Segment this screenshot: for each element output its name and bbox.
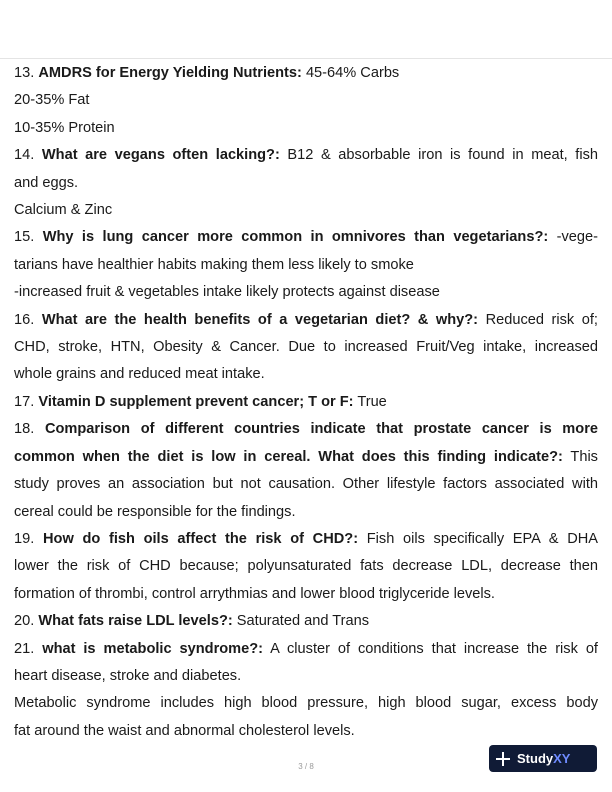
answer-line: and eggs. bbox=[14, 174, 79, 191]
answer-line: CHD, stroke, HTN, Obesity & Cancer. Due to increased Fruit/Veg intake, increased bbox=[14, 339, 598, 356]
list-item-continued: common when the diet is low in cereal. What does this finding indicate?: This bbox=[14, 448, 598, 465]
answer-line: formation of thrombi, control arrythmias and lower blood triglyceride levels. bbox=[14, 585, 495, 602]
studyxy-logo-badge[interactable] bbox=[489, 745, 597, 772]
top-divider bbox=[0, 58, 612, 59]
plus-icon bbox=[495, 751, 511, 767]
question-text: Why is lung cancer more common in omnivores than vegetarians?: bbox=[42, 229, 549, 246]
answer-line: fat around the waist and abnormal cholesterol levels. bbox=[14, 722, 355, 739]
flashcard-list bbox=[14, 60, 598, 745]
question-text: common when the diet is low in cereal. What does this finding indicate?: bbox=[14, 448, 563, 465]
answer-line: study proves an association but not causation. Other lifestyle factors associated with bbox=[14, 476, 598, 493]
list-item: 21. what is metabolic syndrome?: A cluster of conditions that increase the risk of bbox=[14, 640, 598, 657]
question-text: AMDRS for Energy Yielding Nutrients: bbox=[38, 65, 302, 81]
question-text: Vitamin D supplement prevent cancer; T or F: bbox=[38, 393, 354, 410]
question-text: How do fish oils affect the risk of CHD?: bbox=[42, 530, 359, 547]
answer-line: -increased fruit & vegetables intake likely protects against disease bbox=[14, 284, 440, 301]
question-text: What fats raise LDL levels?: bbox=[38, 613, 233, 630]
question-text: What are vegans often lacking?: bbox=[41, 147, 280, 164]
list-item: 15. Why is lung cancer more common in omnivores than vegetarians?: -vege- bbox=[14, 229, 599, 246]
answer-line: 10-35% Protein bbox=[14, 119, 115, 136]
list-item: 16. What are the health benefits of a vegetarian diet? & why?: Reduced risk of; bbox=[14, 311, 598, 328]
list-item: 13. AMDRS for Energy Yielding Nutrients: 45-64% Carbs bbox=[14, 65, 400, 81]
answer-line: lower the risk of CHD because; polyunsaturated fats decrease LDL, decrease then bbox=[14, 558, 598, 575]
question-text: Comparison of different countries indicate that prostate cancer is more bbox=[44, 421, 598, 438]
answer-line: cereal could be responsible for the findings. bbox=[14, 503, 296, 520]
answer-line: Calcium & Zinc bbox=[14, 202, 113, 219]
list-item: 19. How do fish oils affect the risk of CHD?: Fish oils specifically EPA & DHA bbox=[14, 530, 599, 547]
list-item: 14. What are vegans often lacking?: B12 & absorbable iron is found in meat, fish bbox=[14, 147, 598, 164]
brand-name: StudyXY bbox=[517, 751, 571, 766]
answer-line: whole grains and reduced meat intake. bbox=[14, 366, 265, 383]
question-text: What are the health benefits of a vegetarian diet? & why?: bbox=[41, 311, 479, 328]
list-item: 20. What fats raise LDL levels?: Saturated and Trans bbox=[14, 613, 370, 630]
answer-line: 20-35% Fat bbox=[14, 92, 90, 109]
answer-line: Metabolic syndrome includes high blood pressure, high blood sugar, excess body bbox=[14, 695, 598, 712]
list-item: 17. Vitamin D supplement prevent cancer; T or F: True bbox=[14, 393, 387, 410]
answer-line: tarians have healthier habits making them less likely to smoke bbox=[14, 256, 414, 273]
page-number: 3 / 8 bbox=[298, 762, 314, 771]
question-text: what is metabolic syndrome?: bbox=[42, 640, 264, 657]
answer-line: heart disease, stroke and diabetes. bbox=[14, 667, 242, 684]
list-item: 18. Comparison of different countries indicate that prostate cancer is more bbox=[14, 421, 598, 438]
